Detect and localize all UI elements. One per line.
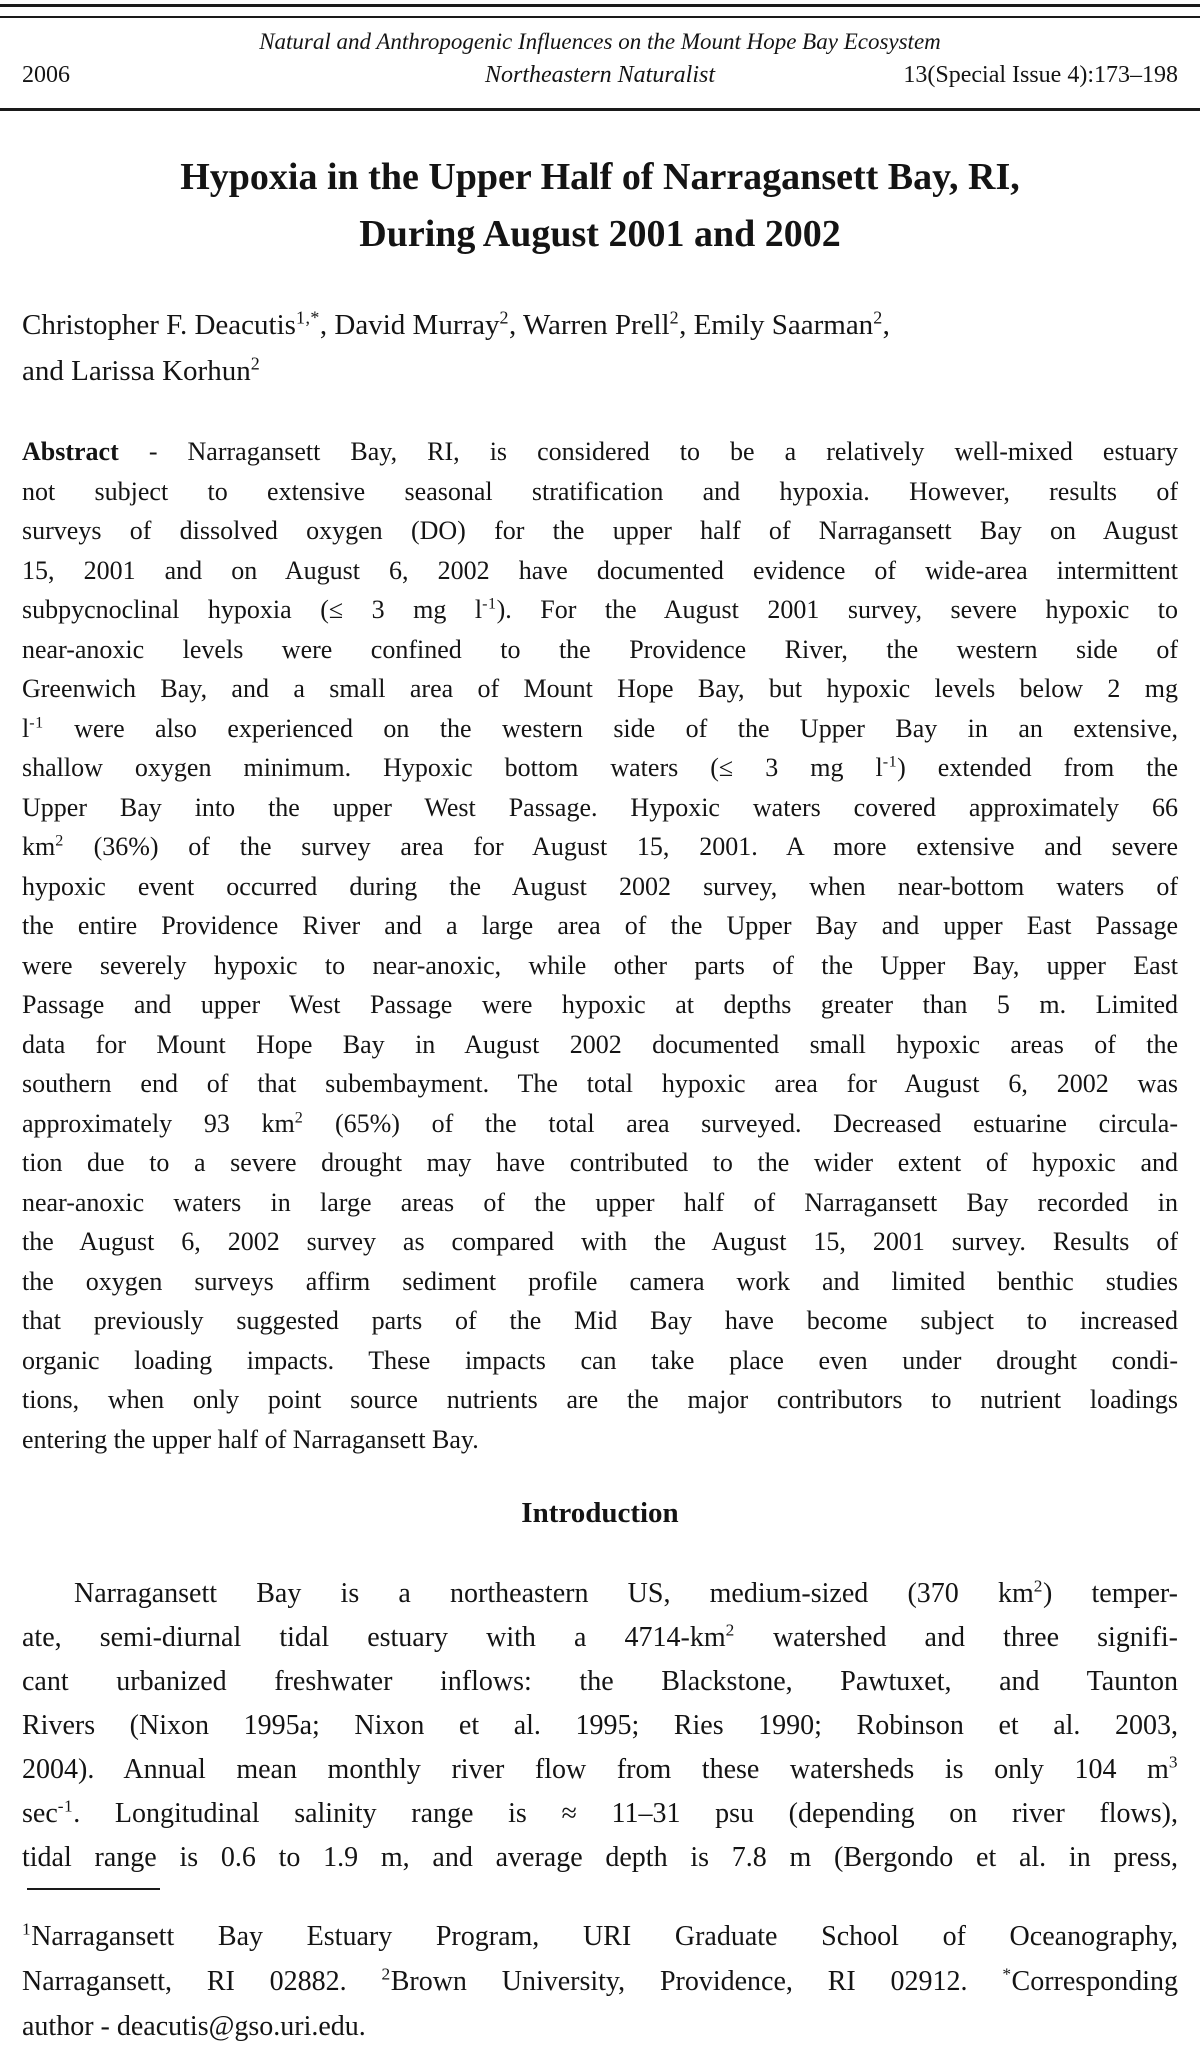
text-line: $km^2$ (36%) of the survey area for August 15, 2001. A more extensive and severe	[22, 832, 1178, 861]
text-line: were severely hypoxic to near-anoxic, while other parts of the Upper Bay, upper East	[22, 950, 1178, 980]
introduction-paragraph	[22, 1572, 1178, 1880]
text-line: approximately 93 $km^2$ (65%) of the total area surveyed. Decreased estuarine circula-	[22, 1108, 1178, 1138]
text-line: southern end of that subembayment. The total hypoxic area for August 6, 2002 was	[22, 1069, 1178, 1098]
text-line: tidal range is 0.6 to 1.9 m, and average depth is 7.8 m (Bergondo et al. in press,	[22, 1842, 1178, 1873]
text-line: $l^{-1}$ were also experienced on the western side of the Upper Bay in an extensive,	[22, 713, 1178, 743]
text-line: that previously suggested parts of the Mid Bay have become subject to increased	[22, 1306, 1178, 1335]
text-line: not subject to extensive seasonal stratification and hypoxia. However, results of	[22, 476, 1178, 506]
text-line: data for Mount Hope Bay in August 2002 documented small hypoxic areas of the	[22, 1029, 1178, 1059]
text-line: the entire Providence River and a large area of the Upper Bay and upper East Passage	[22, 911, 1178, 940]
footnote-rule	[27, 1888, 160, 1890]
text-line: shallow oxygen minimum. Hypoxic bottom waters (≤ 3 mg $l^{-1}$) extended from the	[22, 753, 1179, 782]
text-line: Abstract - Narragansett Bay, RI, is considered to be a relatively well-mixed estuary	[22, 437, 1178, 466]
text-line: entering the upper half of Narragansett Bay.	[22, 1424, 479, 1454]
text-line: the August 6, 2002 survey as compared with the August 15, 2001 survey. Results of	[22, 1227, 1178, 1256]
text-line: Greenwich Bay, and a small area of Mount Hope Bay, but hypoxic levels below 2 mg	[22, 674, 1178, 703]
text-line: cant urbanized freshwater inflows: the Blackstone, Pawtuxet, and Taunton	[22, 1666, 1178, 1697]
text-line: Rivers (Nixon 1995a; Nixon et al. 1995; Ries 1990; Robinson et al. 2003,	[22, 1710, 1178, 1741]
journal-year: 2006	[22, 62, 70, 88]
article-title-line1: Hypoxia in the Upper Half of Narragansett Bay, RI,	[180, 156, 1020, 198]
text-line: surveys of dissolved oxygen (DO) for the upper half of Narragansett Bay on August	[22, 516, 1178, 545]
text-line: organic loading impacts. These impacts can take place even under drought condi-	[22, 1345, 1178, 1375]
author-list	[22, 302, 1178, 394]
text-line: Christopher F. Deacutis$^{1,*}$, David Murray$^2$, Warren Prell$^2$, Emily Saarman$^2$,	[22, 307, 890, 341]
text-line: tions, when only point source nutrients are the major contributors to nutrient loadings	[22, 1385, 1178, 1414]
text-line: subpycnoclinal hypoxia (≤ 3 mg $l^{-1}$). For the August 2001 survey, severe hypoxic to	[22, 595, 1178, 624]
text-line: and Larissa Korhun$^2$	[22, 353, 261, 387]
text-line: ate, semi-diurnal tidal estuary with a $4714-km^2$ watershed and three signifi-	[22, 1620, 1178, 1653]
text-line: $\sec^{-1}$. Longitudinal salinity range is ≈ 11–31 psu (depending on river flows),	[22, 1796, 1178, 1829]
text-line: 2004). Annual mean monthly river flow from these watersheds is only 104 $m^3$	[22, 1752, 1178, 1785]
running-title: Natural and Anthropogenic Influences on the Mount Hope Bay Ecosystem	[259, 29, 941, 54]
text-line: hypoxic event occurred during the August 2002 survey, when near-bottom waters of	[22, 871, 1178, 901]
abstract-paragraph	[22, 432, 1178, 1459]
text-line: near-anoxic levels were confined to the Providence River, the western side of	[22, 634, 1178, 664]
journal-citation: 13(Special Issue 4):173–198	[903, 62, 1178, 88]
journal-line	[0, 62, 1200, 89]
text-line: Passage and upper West Passage were hypoxic at depths greater than 5 m. Limited	[22, 990, 1178, 1019]
introduction-heading: Introduction	[521, 1497, 679, 1529]
text-line: tion due to a severe drought may have contributed to the wider extent of hypoxic and	[22, 1148, 1178, 1177]
header-rule	[0, 108, 1200, 111]
article-title	[22, 149, 1178, 263]
text-line: Narragansett, RI 02882. $^2$Brown University, Providence, RI 02912. *Corresponding	[22, 1964, 1178, 1997]
article-title-line2: During August 2001 and 2002	[359, 213, 841, 255]
text-line: author - deacutis@gso.uri.edu.	[22, 2011, 366, 2042]
footnotes	[22, 1914, 1178, 2048]
top-double-rule	[0, 4, 1200, 18]
text-line: Upper Bay into the upper West Passage. Hypoxic waters covered approximately 66	[22, 792, 1178, 822]
text-line: $^1$Narragansett Bay Estuary Program, URI Graduate School of Oceanography,	[22, 1919, 1178, 1952]
text-line: 15, 2001 and on August 6, 2002 have documented evidence of wide-area intermittent	[22, 555, 1178, 585]
journal-name: Northeastern Naturalist	[484, 62, 716, 88]
text-line: the oxygen surveys affirm sediment profile camera work and limited benthic studies	[22, 1266, 1178, 1296]
text-line: near-anoxic waters in large areas of the upper half of Narragansett Bay recorded in	[22, 1187, 1178, 1217]
text-line: Narragansett Bay is a northeastern US, medium-sized (370 $km^2$) temper-	[74, 1576, 1178, 1609]
